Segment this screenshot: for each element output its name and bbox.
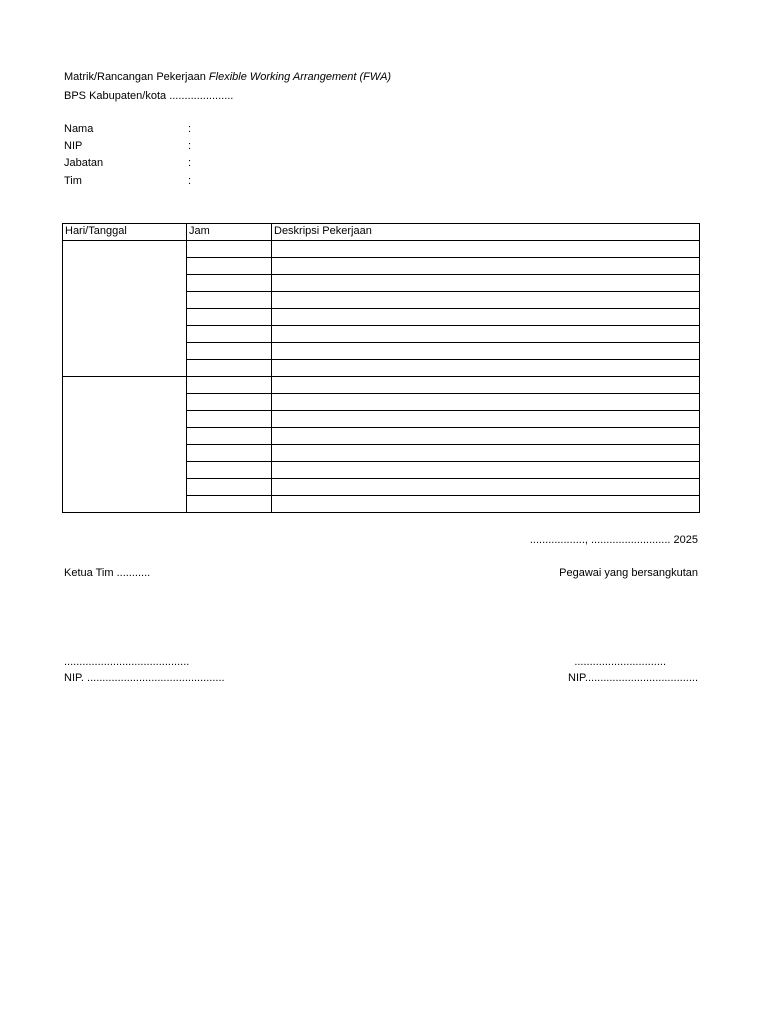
day-cell[interactable] [63,241,187,377]
deskripsi-cell[interactable] [272,241,700,258]
date-line: .................., .......................... 2025 [529,534,698,546]
field-label-tim: Tim [64,175,82,187]
deskripsi-cell[interactable] [272,292,700,309]
table-header-row [63,224,700,241]
jam-cell[interactable] [187,428,272,445]
jam-cell[interactable] [187,326,272,343]
deskripsi-cell[interactable] [272,258,700,275]
jam-cell[interactable] [187,343,272,360]
title-prefix: Matrik/Rancangan Pekerjaan [64,71,209,83]
deskripsi-cell[interactable] [272,479,700,496]
deskripsi-cell[interactable] [272,445,700,462]
table-row [63,241,700,258]
jam-cell[interactable] [187,258,272,275]
field-label-nama: Nama [64,123,94,135]
jam-cell[interactable] [187,275,272,292]
document-subtitle: BPS Kabupaten/kota ..................... [64,90,234,102]
table-row [63,377,700,394]
title-italic: Flexible Working Arrangement (FWA) [208,71,392,83]
deskripsi-cell[interactable] [272,309,700,326]
field-label-jabatan: Jabatan [64,157,104,169]
jam-cell[interactable] [187,241,272,258]
deskripsi-cell[interactable] [272,394,700,411]
field-sep-nama: : [188,123,192,135]
right-signature-nip: NIP..................................... [568,672,698,684]
day-cell[interactable] [63,377,187,513]
right-signature-name: .............................. [574,656,666,668]
deskripsi-cell[interactable] [272,496,700,513]
jam-cell[interactable] [187,445,272,462]
deskripsi-cell[interactable] [272,411,700,428]
jam-cell[interactable] [187,309,272,326]
deskripsi-cell[interactable] [272,343,700,360]
jam-cell[interactable] [187,411,272,428]
header-deskripsi: Deskripsi Pekerjaan [272,224,700,241]
deskripsi-cell[interactable] [272,360,700,377]
left-signature-nip: NIP. ............................................. [64,672,225,684]
jam-cell[interactable] [187,394,272,411]
field-label-nip: NIP [64,140,83,152]
deskripsi-cell[interactable] [272,326,700,343]
jam-cell[interactable] [187,377,272,394]
left-signature-title: Ketua Tim ........... [64,567,151,579]
right-signature-title: Pegawai yang bersangkutan [559,567,698,579]
jam-cell[interactable] [187,360,272,377]
deskripsi-cell[interactable] [272,428,700,445]
document-title [64,70,391,84]
header-jam: Jam [187,224,272,241]
deskripsi-cell[interactable] [272,275,700,292]
left-signature-name: ......................................... [64,656,190,668]
fwa-table [62,223,700,513]
header-hari-tanggal: Hari/Tanggal [63,224,187,241]
deskripsi-cell[interactable] [272,377,700,394]
jam-cell[interactable] [187,479,272,496]
deskripsi-cell[interactable] [272,462,700,479]
field-sep-nip: : [188,140,192,152]
field-sep-tim: : [188,175,192,187]
jam-cell[interactable] [187,292,272,309]
jam-cell[interactable] [187,462,272,479]
jam-cell[interactable] [187,496,272,513]
field-sep-jabatan: : [188,157,192,169]
